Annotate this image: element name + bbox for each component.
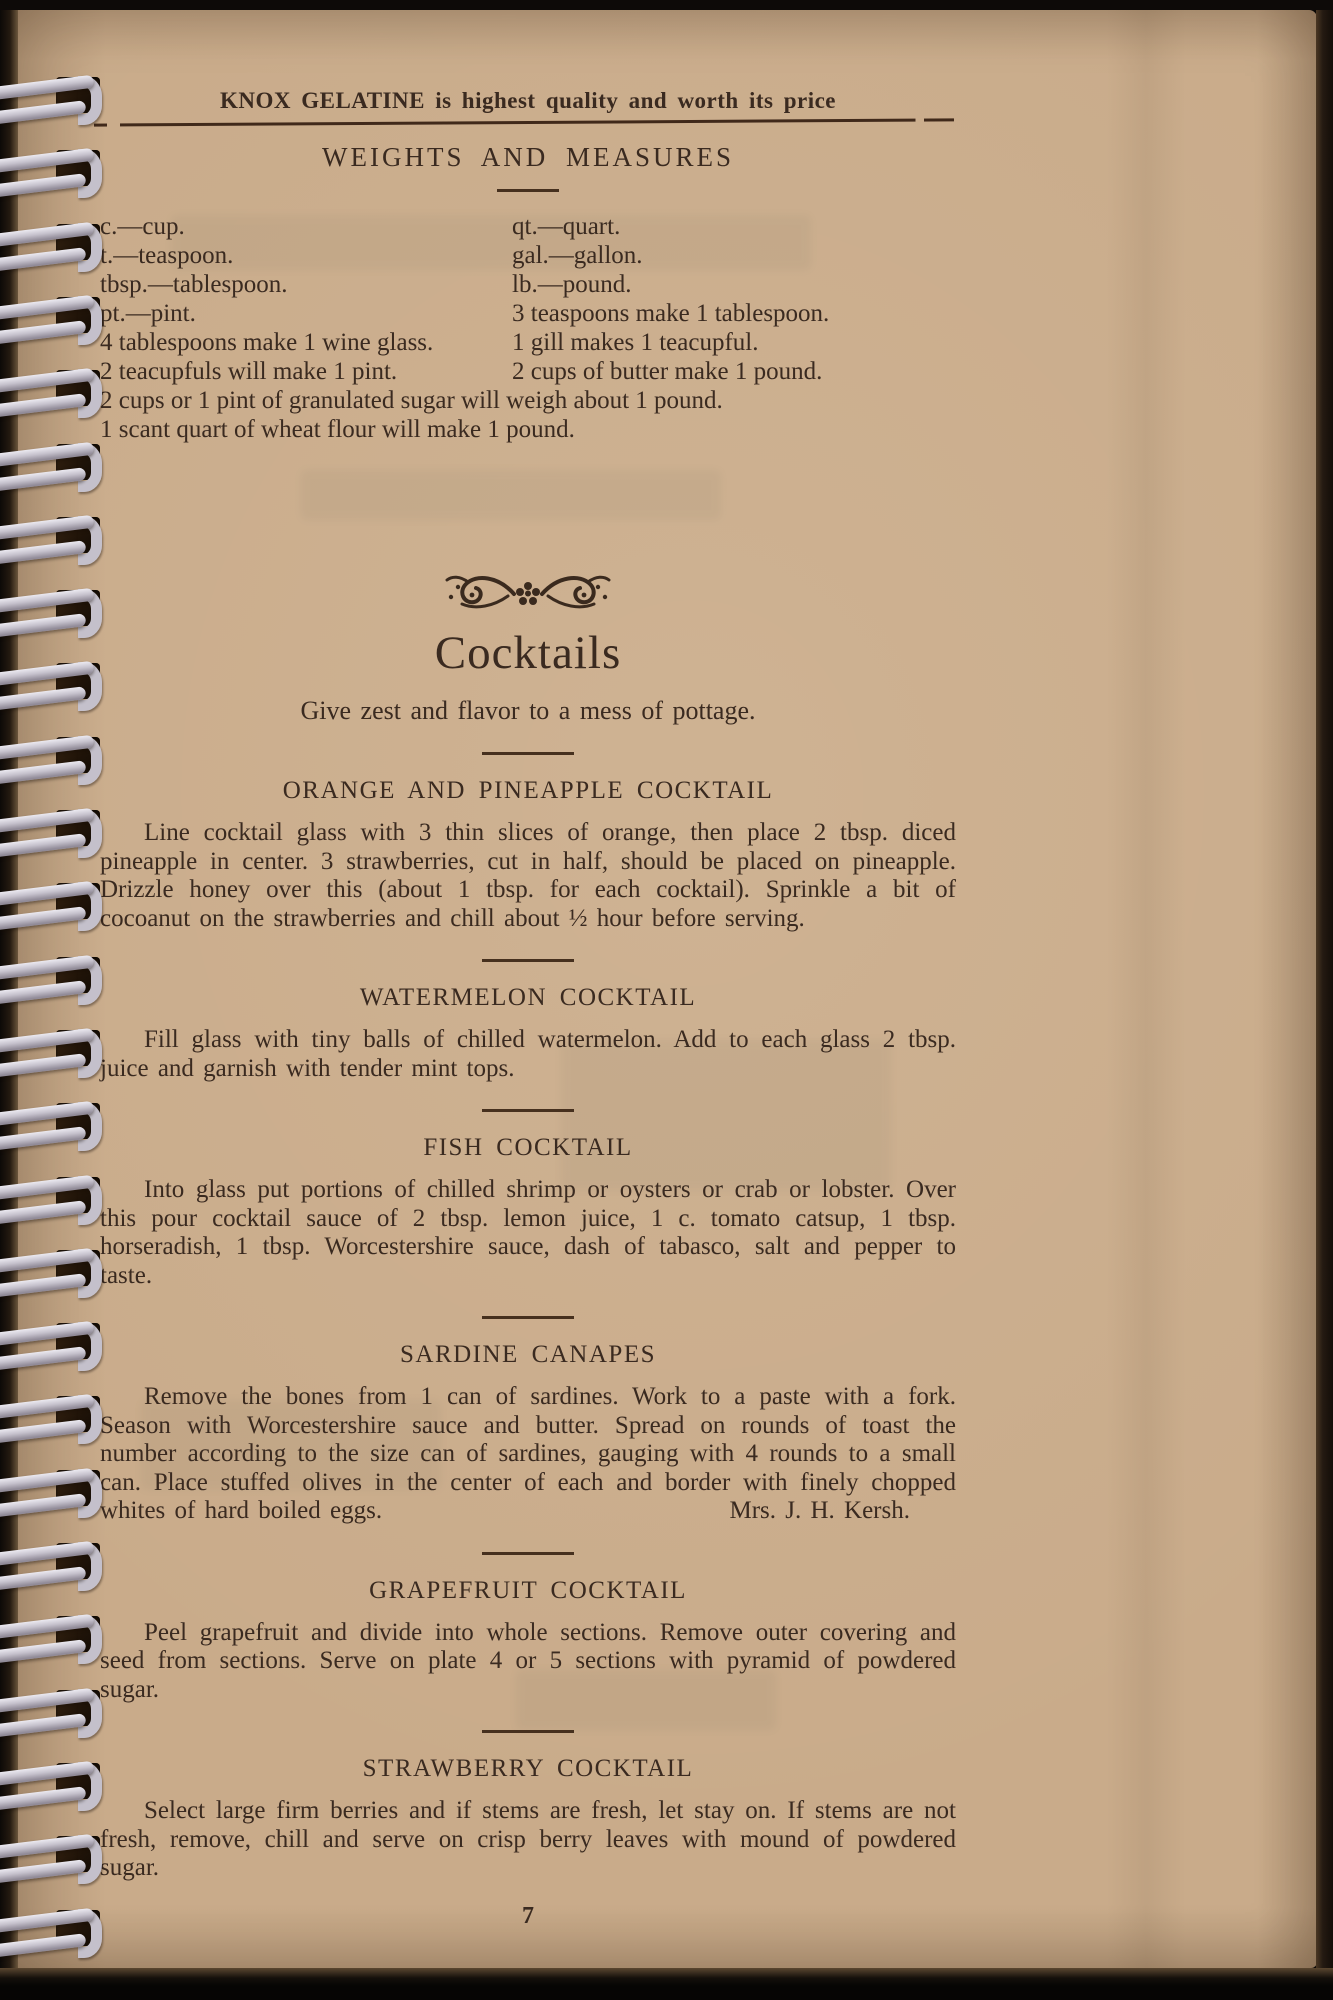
spiral-coil [0, 1831, 114, 1895]
divider [482, 752, 574, 755]
coil-wire [0, 1493, 86, 1518]
spiral-coil [0, 72, 114, 136]
measure-right: 3 teaspoons make 1 tablespoon. [512, 300, 830, 327]
recipe-title: WATERMELON COCKTAIL [359, 984, 697, 1011]
spiral-binding [0, 72, 120, 1982]
measure-right: 2 cups of butter make 1 pound. [512, 358, 823, 385]
measure-left: c.—cup. [100, 213, 185, 240]
divider [482, 1109, 574, 1112]
spiral-coil [0, 1905, 114, 1969]
spiral-coil [0, 1465, 114, 1529]
spiral-coil [0, 439, 114, 503]
coil-wire [0, 100, 86, 125]
coil-wire [0, 173, 86, 198]
measure-full-line: 1 scant quart of wheat flour will make 1 pound. [100, 416, 575, 443]
coil-wire [0, 320, 86, 345]
recipe-section [100, 1552, 956, 1705]
spiral-coil [0, 292, 114, 356]
spiral-coil [0, 1611, 114, 1675]
divider [482, 1316, 574, 1319]
measure-row [100, 270, 956, 299]
spiral-coil [0, 1538, 114, 1602]
spiral-coil [0, 365, 114, 429]
slogan-underline [94, 118, 954, 126]
measures-list [100, 212, 956, 444]
recipe-text: Line cocktail glass with 3 thin slices of orange, then place 2 tbsp. diced pineapple in center. 3 strawberries, cut in half, should be placed on pineapple. Drizzle honey over this (about 1 tbsp. for each cocktail). Sprinkle a bit of cocoanut on the strawberries and chill about ½ hour before serving. [100, 819, 956, 932]
spiral-coil [0, 1391, 114, 1455]
page-number: 7 [522, 1902, 534, 1929]
coil-wire [0, 1346, 86, 1371]
measure-right: qt.—quart. [512, 213, 621, 240]
page-content [100, 10, 956, 1930]
coil-wire [0, 540, 86, 565]
recipe-section [100, 752, 956, 933]
recipe-title: ORANGE AND PINEAPPLE COCKTAIL [282, 777, 774, 804]
measure-right: 1 gill makes 1 teacupful. [512, 329, 759, 356]
coil-wire [0, 760, 86, 785]
recipe-text: Remove the bones from 1 can of sardines. Work to a paste with a fork. Season with Worcestershire sauce and butter. Spread on rounds of toast the number according to the size can of sardines, gauging with 4 rounds to a small can. Place stuffed olives in the center of each and border with finely chopped whites of hard boiled eggs. [100, 1383, 956, 1524]
recipe-text: Peel grapefruit and divide into whole sections. Remove outer covering and seed from sections. Serve on plate 4 or 5 sections with pyramid of powdered sugar. [100, 1618, 956, 1703]
measure-left: pt.—pint. [100, 300, 196, 327]
brand-slogan: KNOX GELATINE is highest quality and worth its price [219, 88, 837, 113]
spiral-coil [0, 1098, 114, 1162]
recipe-body [100, 1176, 956, 1290]
coil-wire [0, 1126, 86, 1151]
spiral-coil [0, 1025, 114, 1089]
measure-left: t.—teaspoon. [100, 242, 234, 269]
recipe-title: FISH COCKTAIL [423, 1134, 633, 1161]
spiral-coil [0, 732, 114, 796]
photo-bottom-frame [0, 1968, 1333, 2000]
recipe-title: SARDINE CANAPES [399, 1341, 656, 1368]
spiral-coil [0, 219, 114, 283]
measure-row [100, 328, 956, 357]
coil-wire [0, 980, 86, 1005]
divider [482, 1730, 574, 1733]
chapter-title: Cocktails [434, 627, 622, 679]
page-crease [1106, 10, 1186, 1968]
coil-wire [0, 833, 86, 858]
coil-wire [0, 1200, 86, 1225]
coil-wire [0, 906, 86, 931]
spiral-coil [0, 1758, 114, 1822]
coil-wire [0, 1786, 86, 1811]
recipe-title: STRAWBERRY COCKTAIL [362, 1755, 694, 1782]
coil-wire [0, 687, 86, 712]
spiral-coil [0, 878, 114, 942]
divider [482, 959, 574, 962]
spiral-coil [0, 585, 114, 649]
recipe-section [100, 959, 956, 1083]
spiral-coil [0, 145, 114, 209]
measure-left: 4 tablespoons make 1 wine glass. [100, 329, 434, 356]
recipe-body [100, 1026, 956, 1083]
recipe-body [100, 819, 956, 933]
divider [497, 189, 559, 192]
recipe-text: Select large firm berries and if stems are fresh, let stay on. If stems are not fresh, remove, chill and serve on crisp berry leaves with mound of powdered sugar. [100, 1797, 956, 1881]
coil-wire [0, 1713, 86, 1738]
recipe-byline: Mrs. J. H. Kersh. [729, 1497, 910, 1524]
spiral-coil [0, 512, 114, 576]
recipe-section [100, 1316, 956, 1526]
recipe-section [100, 1730, 956, 1883]
measure-left: tbsp.—tablespoon. [100, 271, 288, 298]
recipe-title: GRAPEFRUIT COCKTAIL [369, 1576, 687, 1604]
recipe-body [100, 1383, 956, 1526]
page [16, 10, 1317, 1968]
spiral-coil [0, 952, 114, 1016]
spiral-coil [0, 1245, 114, 1309]
divider [482, 1552, 574, 1555]
measure-row [100, 357, 956, 386]
chapter-subtitle: Give zest and flavor to a mess of pottage. [300, 696, 756, 725]
spiral-coil [0, 1172, 114, 1236]
coil-wire [0, 247, 86, 272]
coil-wire [0, 1859, 86, 1884]
spiral-coil [0, 658, 114, 722]
coil-wire [0, 1566, 86, 1591]
coil-wire [0, 1273, 86, 1298]
photo-top-frame [0, 0, 1333, 10]
book-right-edge [1316, 0, 1333, 2000]
coil-wire [0, 613, 86, 638]
measure-right: lb.—pound. [512, 271, 632, 298]
recipe-text: Into glass put portions of chilled shrimp or oysters or crab or lobster. Over this pour cocktail sauce of 2 tbsp. lemon juice, 1 c. tomato catsup, 1 tbsp. horseradish, 1 tbsp. Worcestershire sauce, dash of tabasco, salt and pepper to taste. [100, 1176, 956, 1289]
coil-wire [0, 1053, 86, 1078]
measure-row [100, 241, 956, 270]
measure-full-line: 2 cups or 1 pint of granulated sugar will weigh about 1 pound. [100, 387, 723, 414]
coil-wire [0, 1420, 86, 1445]
coil-wire [0, 467, 86, 492]
measure-row [100, 299, 956, 328]
spiral-coil [0, 805, 114, 869]
weights-measures-title: WEIGHTS AND MEASURES [321, 142, 734, 172]
spiral-coil [0, 1685, 114, 1749]
coil-wire [0, 1639, 86, 1664]
recipe-section [100, 1109, 956, 1290]
spiral-coil [0, 1318, 114, 1382]
recipe-text: Fill glass with tiny balls of chilled watermelon. Add to each glass 2 tbsp. juice and garnish with tender mint tops. [100, 1026, 956, 1082]
measure-right: gal.—gallon. [512, 242, 643, 269]
recipe-body [100, 1619, 956, 1705]
coil-wire [0, 1933, 86, 1958]
measure-left: 2 teacupfuls will make 1 pint. [100, 358, 398, 385]
floral-ornament-icon [443, 572, 613, 616]
recipe-body [100, 1797, 956, 1883]
measure-row [100, 212, 956, 241]
coil-wire [0, 393, 86, 418]
